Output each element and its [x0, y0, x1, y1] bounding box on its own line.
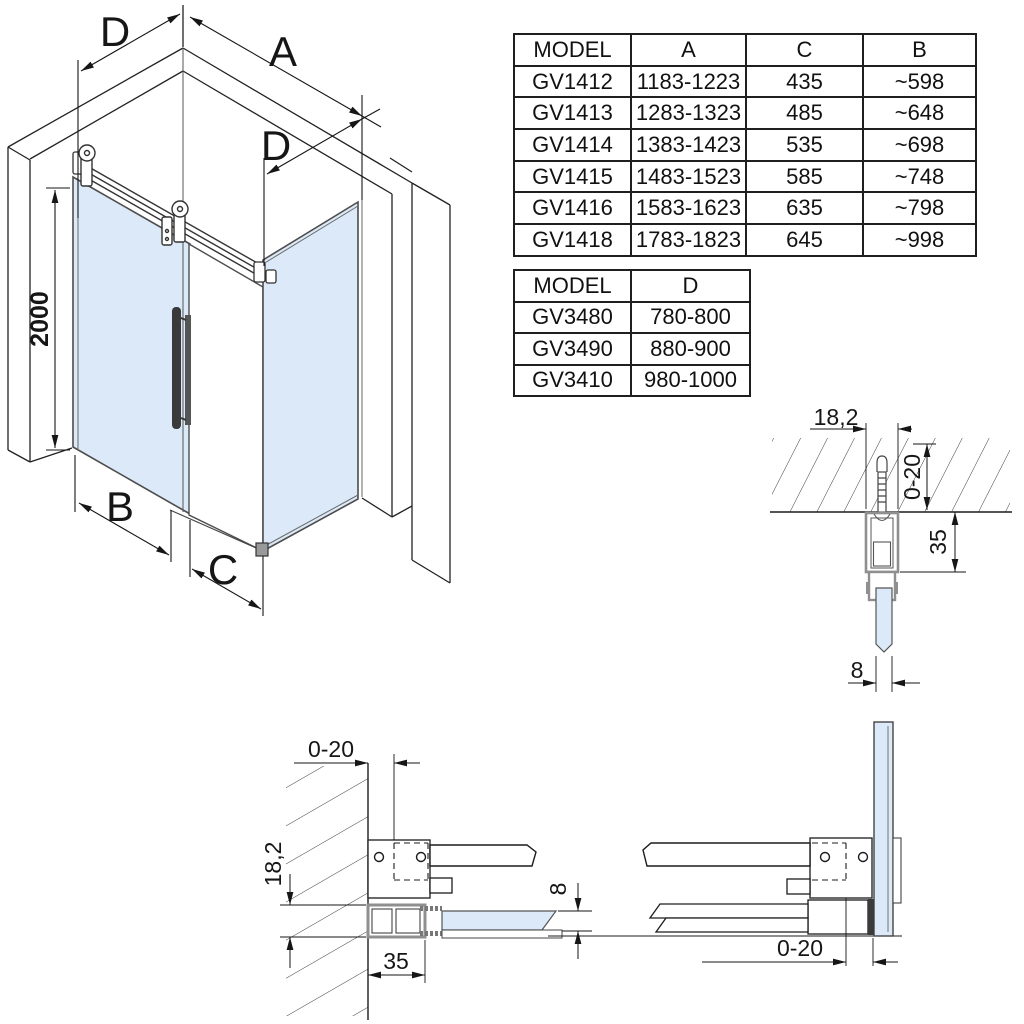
cell-model: GV1414	[514, 129, 631, 161]
cell-b: ~998	[863, 224, 976, 256]
anchor-screw	[877, 456, 887, 512]
cell-model: GV3410	[514, 365, 631, 397]
dim-label-depth-side: D	[260, 122, 292, 169]
col-header-b: B	[863, 34, 976, 66]
rail-arm	[430, 845, 536, 866]
dim-label-8: 8	[545, 882, 571, 896]
cell-a: 1483-1523	[631, 161, 746, 193]
table-row	[514, 97, 976, 129]
cell-b: ~748	[863, 161, 976, 193]
cell-model: GV1416	[514, 192, 631, 224]
detail-corner-plan	[548, 722, 902, 966]
dim-label-8: 8	[850, 657, 864, 683]
detail-top-profile-section	[770, 404, 1012, 692]
dim-label-18-2: 18,2	[813, 404, 859, 430]
bracket-stub	[430, 878, 452, 893]
cell-c: 535	[746, 129, 863, 161]
cell-model: GV1413	[514, 97, 631, 129]
glass-section	[876, 588, 892, 652]
cell-a: 1283-1323	[631, 97, 746, 129]
cell-a: 1383-1423	[631, 129, 746, 161]
glass-plan	[442, 911, 556, 930]
dim-label-0-20: 0-20	[776, 935, 824, 961]
size-table-main	[513, 33, 977, 257]
col-header-model: MODEL	[514, 34, 631, 66]
clamp-plate	[893, 838, 901, 903]
cell-a: 1783-1823	[631, 224, 746, 256]
cell-a: 1183-1223	[631, 66, 746, 98]
dim-label-35: 35	[925, 529, 951, 555]
cell-c: 635	[746, 192, 863, 224]
roller-front	[79, 145, 95, 186]
table-row	[514, 66, 976, 98]
wall-hatch	[286, 766, 368, 1016]
cell-model: GV1415	[514, 161, 631, 193]
cell-d: 880-900	[631, 333, 750, 365]
table-header-row	[514, 270, 750, 302]
detail-wall-plan	[260, 736, 592, 1020]
col-header-d: D	[631, 270, 750, 302]
table-row	[514, 333, 750, 365]
size-table-depth	[513, 269, 751, 397]
dim-label-0-20: 0-20	[307, 736, 355, 762]
table-row	[514, 129, 976, 161]
cell-model: GV1418	[514, 224, 631, 256]
cell-c: 645	[746, 224, 863, 256]
top-profile	[866, 513, 898, 572]
dim-label-0-20: 0-20	[899, 453, 925, 501]
table-header-row	[514, 34, 976, 66]
table-row	[514, 224, 976, 256]
dim-label-18-2: 18,2	[260, 841, 286, 887]
col-header-model: MODEL	[514, 270, 631, 302]
cell-c: 435	[746, 66, 863, 98]
side-glass-plan	[874, 722, 893, 936]
mount-bracket	[368, 840, 430, 898]
bracket-stub	[787, 879, 810, 894]
cell-b: ~798	[863, 192, 976, 224]
dim-label-height: 2000	[26, 291, 54, 347]
cell-c: 485	[746, 97, 863, 129]
fixed-panel-glass	[189, 244, 263, 551]
cell-b: ~698	[863, 129, 976, 161]
cell-a: 1583-1623	[631, 192, 746, 224]
glass-support-bar	[442, 930, 562, 938]
cell-model: GV3490	[514, 333, 631, 365]
cell-b: ~648	[863, 97, 976, 129]
rail-arm	[643, 843, 810, 866]
dim-label-35: 35	[383, 948, 409, 974]
side-panel-glass	[263, 202, 358, 551]
isometric-view	[8, 5, 450, 616]
table-row	[514, 161, 976, 193]
table-row	[514, 192, 976, 224]
cell-b: ~598	[863, 66, 976, 98]
roller-rear	[162, 201, 188, 245]
table-row	[514, 302, 750, 334]
cell-model: GV3480	[514, 302, 631, 334]
cell-d: 980-1000	[631, 365, 750, 397]
bottom-corner-connector	[256, 543, 268, 556]
bottom-profile	[650, 899, 874, 935]
dim-label-width: A	[268, 28, 298, 75]
mount-bracket	[810, 838, 872, 898]
cell-c: 585	[746, 161, 863, 193]
table-row	[514, 365, 750, 397]
wall-profile	[368, 905, 442, 937]
wall-hatch	[772, 438, 1010, 512]
dim-label-depth-top: D	[99, 8, 131, 55]
dim-label-c: C	[207, 546, 239, 593]
dim-label-b: B	[105, 483, 135, 530]
col-header-c: C	[746, 34, 863, 66]
cell-d: 780-800	[631, 302, 750, 334]
cell-model: GV1412	[514, 66, 631, 98]
col-header-a: A	[631, 34, 746, 66]
